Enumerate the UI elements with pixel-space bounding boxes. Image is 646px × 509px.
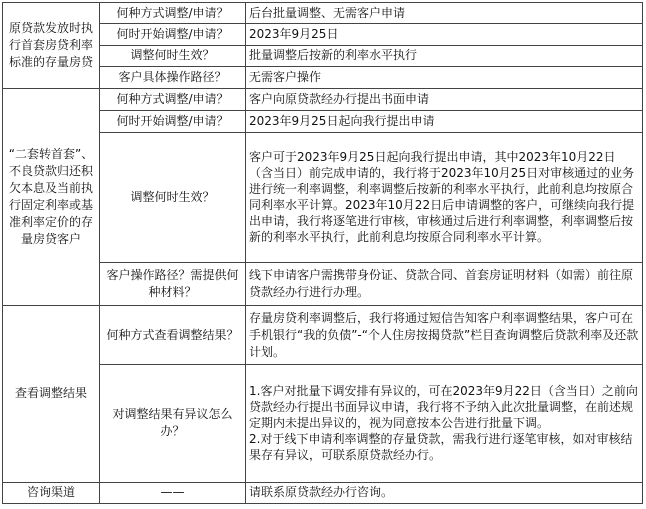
section-header-first-home-rate: 原贷款发放时执行首套房贷利率标准的存量房贷 (3, 3, 100, 89)
question-cell: 何种方式调整/申请？ (100, 3, 246, 24)
answer-cell: 线下申请客户需携带身份证、贷款合同、首套房证明材料（如需）前往原贷款经办行进行办理。 (246, 262, 643, 306)
answer-cell: 客户可于2023年9月25日起向我行提出申请，其中2023年10月22日（含当日）前完成申请的，我行将于2023年10月25日对审核通过的业务进行统一利率调整，利率调整后按新的利率水平执行，此前利息均按原合同利率水平计算。2023年10月22日后申请调整的客户，可继续向我行提出申请，我行将逐笔进行审核，审核通过后进行利率调整，利率调整后按新的利率水平执行，此前利息均按原合同利率水平计算。 (246, 132, 643, 262)
question-cell: 客户具体操作路径？ (100, 66, 246, 88)
section-header-second-to-first-home: “二套转首套”、不良贷款归还积欠本息及当前执行固定利率或基准利率定价的存量房贷客户 (3, 89, 100, 306)
answer-cell: 请联系原贷款经办行咨询。 (246, 482, 643, 503)
section-header-consultation: 咨询渠道 (3, 482, 100, 503)
answer-cell: 后台批量调整、无需客户申请 (246, 3, 643, 24)
answer-cell: 2023年9月25日 (246, 24, 643, 45)
objection-paragraph-1: 1.客户对批量下调安排有异议的，可在2023年9月22日（含当日）之前向贷款经办行提出书面异议申请，我行将不予纳入此次批量调整，在前述规定期内未提出异议的，视为同意按本公告进行批量下调。 (249, 384, 638, 431)
objection-paragraph-2: 2.对于线下申请利率调整的存量贷款，需我行进行逐笔审核，如对审核结果存有异议，可联系原贷款经办行。 (249, 432, 633, 463)
answer-cell: 无需客户操作 (246, 66, 643, 88)
table-row (3, 306, 643, 365)
answer-cell: 存量房贷利率调整后，我行将通过短信告知客户利率调整结果，客户可在手机银行“我的负债”-“个人住房按揭贷款”栏目查询调整后贷款利率及还款计划。 (246, 306, 643, 365)
answer-cell (246, 365, 643, 483)
question-cell: 何种方式查看调整结果？ (100, 306, 246, 365)
table-row (3, 89, 643, 111)
question-cell: 客户操作路径？需提供何种材料？ (100, 262, 246, 306)
question-cell: 调整何时生效？ (100, 45, 246, 66)
section-header-view-results: 查看调整结果 (3, 306, 100, 482)
question-cell: 调整何时生效？ (100, 132, 246, 262)
answer-cell: 客户向原贷款经办行提出书面申请 (246, 89, 643, 111)
question-cell: 何时开始调整/申请？ (100, 111, 246, 132)
question-cell: —— (100, 482, 246, 503)
answer-cell: 2023年9月25日起向我行提出申请 (246, 111, 643, 132)
question-cell: 对调整结果有异议怎么办？ (100, 365, 246, 483)
question-cell: 何种方式调整/申请？ (100, 89, 246, 111)
answer-cell: 批量调整后按新的利率水平执行 (246, 45, 643, 66)
table-row (3, 3, 643, 24)
loan-rate-adjustment-table (2, 2, 643, 504)
table-row (3, 482, 643, 503)
question-cell: 何时开始调整/申请？ (100, 24, 246, 45)
